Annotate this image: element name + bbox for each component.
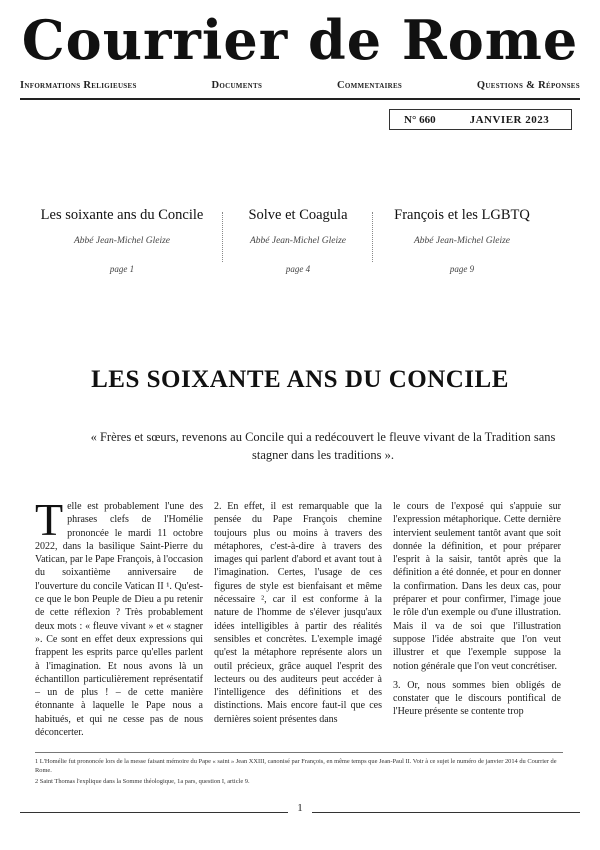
toc-author: Abbé Jean-Michel Gleize [73, 236, 170, 246]
nav-item-informations[interactable]: Informations Religieuses [20, 80, 137, 91]
article-title: LES SOIXANTE ANS DU CONCILE [91, 366, 509, 393]
paragraph: 2. En effet, il est remarquable que la pensée du Pape François chemine toujours plus ou moins à travers des métaphores, c'est-à-dire à travers des images qui parlent d'abord et avant tout à l'imagination. Certes, l'usage de ces figures de style est bienfaisant et même nécessaire ², car il est conforme à la nature de l'homme de s'élever jusqu'aux idées intelligibles à partir des réalités sensibles et concrètes. L'exemple imagé qu'est la métaphore représente alors un outil précieux, grâce auquel l'esprit des lecteurs ou des auditeurs peut accéder à l'intelligence des définitions et des distinctions. Mais encore faut-il que ces dernières soient présentes dans [214, 501, 382, 725]
footnote-2: 2 Saint Thomas l'explique dans la Somme théologique, 1a pars, question I, article 9. [35, 778, 250, 785]
article-column-3 [393, 500, 561, 750]
toc-page: page 1 [109, 264, 135, 274]
toc-title: Solve et Coagula [248, 207, 348, 223]
masthead-title: Courrier de Rome [21, 8, 579, 72]
toc-entry-3[interactable] [372, 206, 552, 274]
toc-title: François et les LGBTQ [394, 207, 530, 223]
nav-item-questions[interactable]: Questions & Réponses [476, 80, 580, 91]
toc-author: Abbé Jean-Michel Gleize [249, 236, 346, 246]
paragraph-text: elle est probablement l'une des phrases clefs de l'Homélie prononcée le mardi 11 octobre 2022, dans la basilique Saint-Pierre du Vatican, par le Pape François, à l'occasion du soixantième anniversaire de l'ouverture du concile Vatican II ¹. Qu'est-ce que le bon Peuple de Dieu a pu retenir de cette réflexion ? Très probablement deux mots : « fleuve vivant » et « stagner ». Ce sont en effet deux expressions qui frappent les esprits parce qu'elles parlent à l'imagination. Et nous avons là un échantillon particulièrement représentatif – un de plus ! – de cette manière étonnante à laquelle le Pape nous a habitués, et qui ne cesse pas de nous déconcerter. [35, 501, 203, 739]
nav-item-documents[interactable]: Documents [211, 80, 263, 91]
toc-title: Les soixante ans du Concile [40, 207, 204, 223]
toc-entry-1[interactable] [32, 206, 212, 274]
header-rule [20, 98, 580, 100]
toc-entry-2[interactable] [208, 206, 388, 274]
toc-page: page 9 [449, 264, 475, 274]
section-nav [20, 80, 580, 91]
footnotes [35, 757, 563, 786]
article-column-2 [214, 500, 382, 750]
paragraph: 3. Or, nous sommes bien obligés de constater que le discours pontifical de l'Heure présente se contente trop [393, 679, 561, 718]
issue-date: JANVIER 2023 [469, 113, 550, 126]
paragraph [35, 500, 203, 739]
footnote-1: 1 L'Homélie fut prononcée lors de la messe faisant mémoire du Pape « saint » Jean XXIII, canonisé par François, en même temps que Jean-Paul II. Voir à ce sujet le numéro de janvier 2014 du Courrier de Rome. [35, 758, 557, 774]
article-column-1 [35, 500, 203, 750]
nav-item-commentaires[interactable]: Commentaires [337, 80, 403, 91]
article-epigraph: « Frères et sœurs, revenons au Concile qui a redécouvert le fleuve vivant de la Tradition sans stagner dans les traditions ». [90, 430, 556, 462]
paragraph: le cours de l'exposé qui s'appuie sur l'expression métaphorique. Cette dernière intervient seulement tantôt avant que soit donnée la définition, et pour préparer l'esprit à la saisir, tantôt après que la définition a été donnée, et pour en donner la confirmation. Dans les deux cas, pour préparer et pour confirmer, l'image joue le rôle d'un exemple ou d'une illustration. Mais il va de soi que l'illustration suppose l'idée abstraite que l'on veut illustrer et que l'exemple suppose la notion générale que l'on veut concrétiser. [393, 501, 561, 672]
issue-box [389, 109, 572, 130]
toc-author: Abbé Jean-Michel Gleize [413, 236, 510, 246]
issue-number: N° 660 [404, 113, 436, 126]
drop-cap: T [35, 500, 64, 545]
footnote-rule [35, 752, 563, 753]
toc-page: page 4 [285, 264, 311, 274]
page-number: 1 [288, 802, 312, 814]
